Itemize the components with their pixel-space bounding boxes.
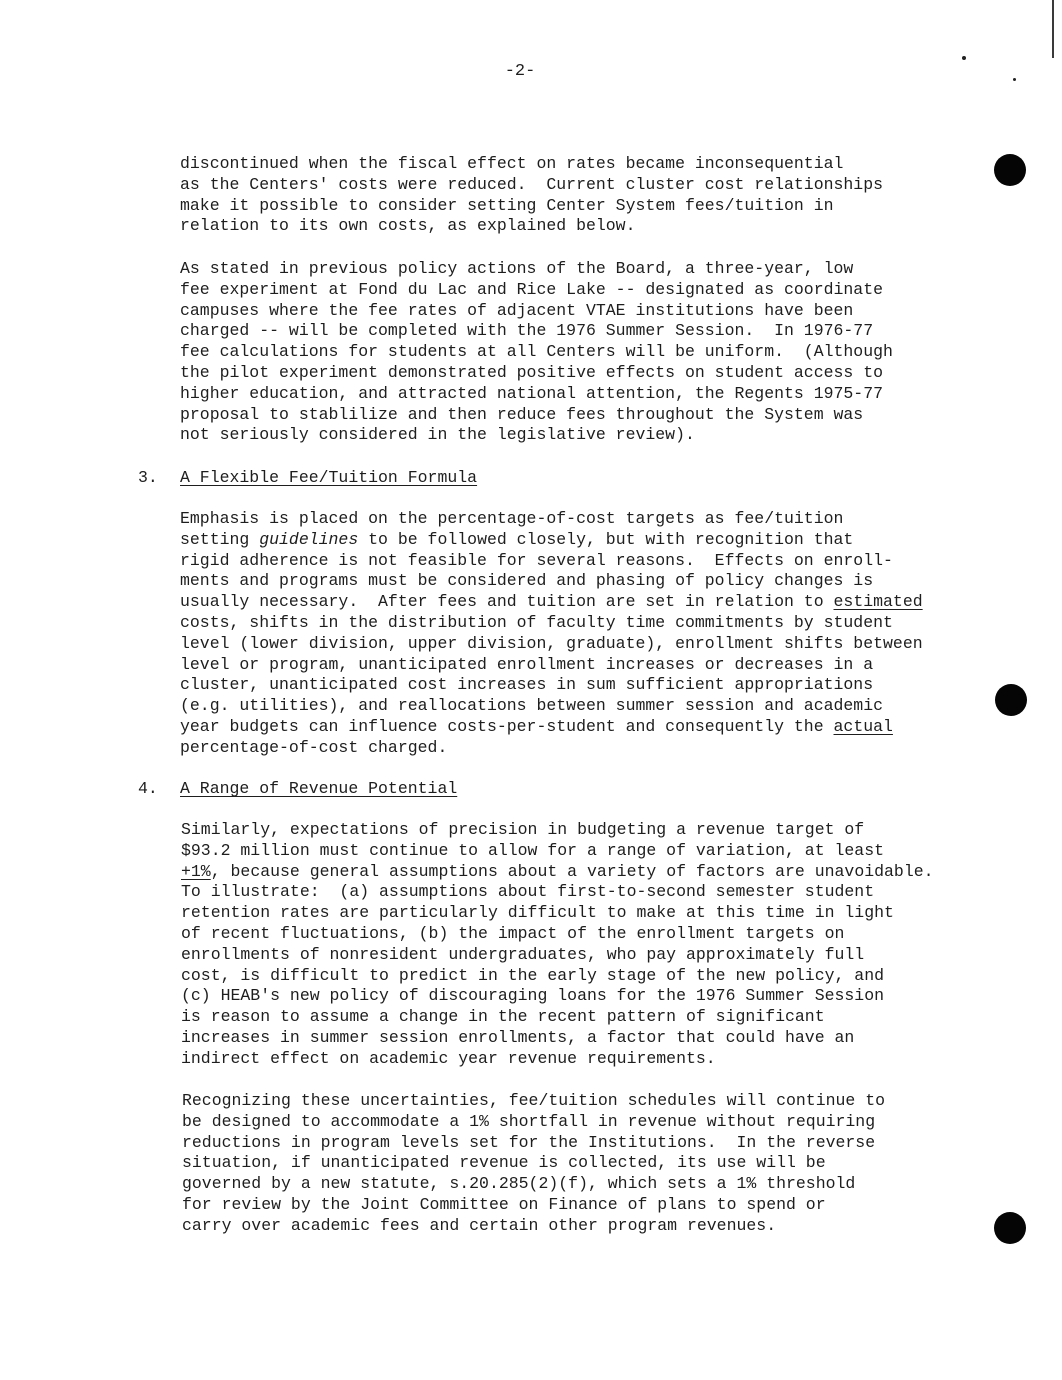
text-line: discontinued when the fiscal effect on rates became inconsequential	[180, 154, 844, 173]
text-line: Emphasis is placed on the percentage-of-cost targets as fee/tuition	[180, 509, 844, 528]
underlined-actual: actual	[833, 716, 893, 736]
text-line: Similarly, expectations of precision in budgeting a revenue target of	[181, 820, 865, 839]
text-line: +1%, because general assumptions about a variety of factors are unavoidable.	[181, 861, 934, 881]
text-line: increases in summer session enrollments, a factor that could have an	[181, 1027, 855, 1047]
text-line: retention rates are particularly difficult to make at this time in light	[181, 903, 894, 923]
text-line: fee calculations for students at all Centers will be uniform. (Although	[180, 342, 893, 362]
paragraph-2	[180, 259, 893, 446]
section-heading-4	[138, 779, 458, 841]
punch-hole	[994, 154, 1026, 186]
text-line: reductions in program levels set for the Institutions. In the reverse	[182, 1132, 876, 1152]
text-line: level (lower division, upper division, graduate), enrollment shifts between	[180, 633, 923, 653]
text-line: cluster, unanticipated cost increases in sum sufficient appropriations	[180, 675, 874, 695]
paragraph-3	[180, 509, 923, 759]
paragraph-5	[182, 1091, 885, 1237]
text-line: carry over academic fees and certain other program revenues.	[182, 1215, 777, 1235]
text-line: indirect effect on academic year revenue requirements.	[181, 1048, 716, 1068]
text-line: (e.g. utilities), and reallocations between summer session and academic	[180, 696, 884, 716]
paragraph-1	[180, 154, 883, 237]
text-line: To illustrate: (a) assumptions about first-to-second semester student	[181, 882, 875, 902]
text-line: campuses where the fee rates of adjacent VTAE institutions have been	[180, 300, 854, 320]
text-line: Recognizing these uncertainties, fee/tuition schedules will continue to	[182, 1091, 886, 1110]
emphasis-guidelines: guidelines	[259, 529, 359, 549]
underlined-estimated: estimated	[833, 592, 923, 612]
paragraph-4	[181, 820, 934, 1070]
section-title: A Range of Revenue Potential	[180, 779, 458, 798]
page-number: -2-	[504, 62, 536, 81]
text-line: of recent fluctuations, (b) the impact of the enrollment targets on	[181, 923, 845, 943]
text-line: not seriously considered in the legislative review).	[180, 425, 695, 445]
text-line: (c) HEAB's new policy of discouraging loans for the 1976 Summer Session	[181, 986, 885, 1006]
text-line: fee experiment at Fond du Lac and Rice Lake -- designated as coordinate	[180, 279, 884, 299]
text-line: percentage-of-cost charged.	[180, 737, 448, 757]
underlined-plus-one-percent: +1%	[181, 861, 211, 881]
section-number: 4.	[138, 779, 158, 798]
scan-speck	[962, 56, 966, 60]
text-line: for review by the Joint Committee on Finance of plans to spend or	[182, 1194, 826, 1214]
text-line: relation to its own costs, as explained below.	[180, 216, 636, 236]
text-line: setting guidelines to be followed closely, but with recognition that	[180, 529, 854, 549]
section-number: 3.	[138, 468, 158, 487]
text-line: proposal to stablilize and then reduce fees throughout the System was	[180, 404, 864, 424]
text-line: year budgets can influence costs-per-student and consequently the actual	[180, 716, 893, 736]
page-edge-line	[1052, 0, 1054, 58]
text-line: usually necessary. After fees and tuition are set in relation to estimated	[180, 592, 923, 612]
text-line: level or program, unanticipated enrollment increases or decreases in a	[180, 654, 874, 674]
text-line: rigid adherence is not feasible for several reasons. Effects on enroll-	[180, 550, 893, 570]
text-line: As stated in previous policy actions of the Board, a three-year, low	[180, 259, 854, 278]
text-line: make it possible to consider setting Center System fees/tuition in	[180, 195, 834, 215]
text-line: costs, shifts in the distribution of faculty time commitments by student	[180, 612, 893, 632]
punch-hole	[995, 684, 1027, 716]
text-line: ments and programs must be considered and phasing of policy changes is	[180, 571, 874, 591]
text-line: is reason to assume a change in the recent pattern of significant	[181, 1007, 825, 1027]
text-line: be designed to accommodate a 1% shortfall in revenue without requiring	[182, 1111, 876, 1131]
section-heading-3	[138, 468, 478, 530]
text-line: cost, is difficult to predict in the early stage of the new policy, and	[181, 965, 885, 985]
text-line: charged -- will be completed with the 1976 Summer Session. In 1976-77	[180, 321, 874, 341]
punch-hole	[994, 1212, 1026, 1244]
text-line: the pilot experiment demonstrated positive effects on student access to	[180, 362, 884, 382]
text-line: $93.2 million must continue to allow for a range of variation, at least	[181, 840, 885, 860]
text-line: enrollments of nonresident undergraduates, who pay approximately full	[181, 944, 865, 964]
text-line: situation, if unanticipated revenue is collected, its use will be	[182, 1153, 826, 1173]
text-line: higher education, and attracted national attention, the Regents 1975-77	[180, 383, 884, 403]
section-title: A Flexible Fee/Tuition Formula	[180, 468, 478, 487]
text-line: as the Centers' costs were reduced. Current cluster cost relationships	[180, 174, 884, 194]
text-line: governed by a new statute, s.20.285(2)(f), which sets a 1% threshold	[182, 1174, 856, 1194]
